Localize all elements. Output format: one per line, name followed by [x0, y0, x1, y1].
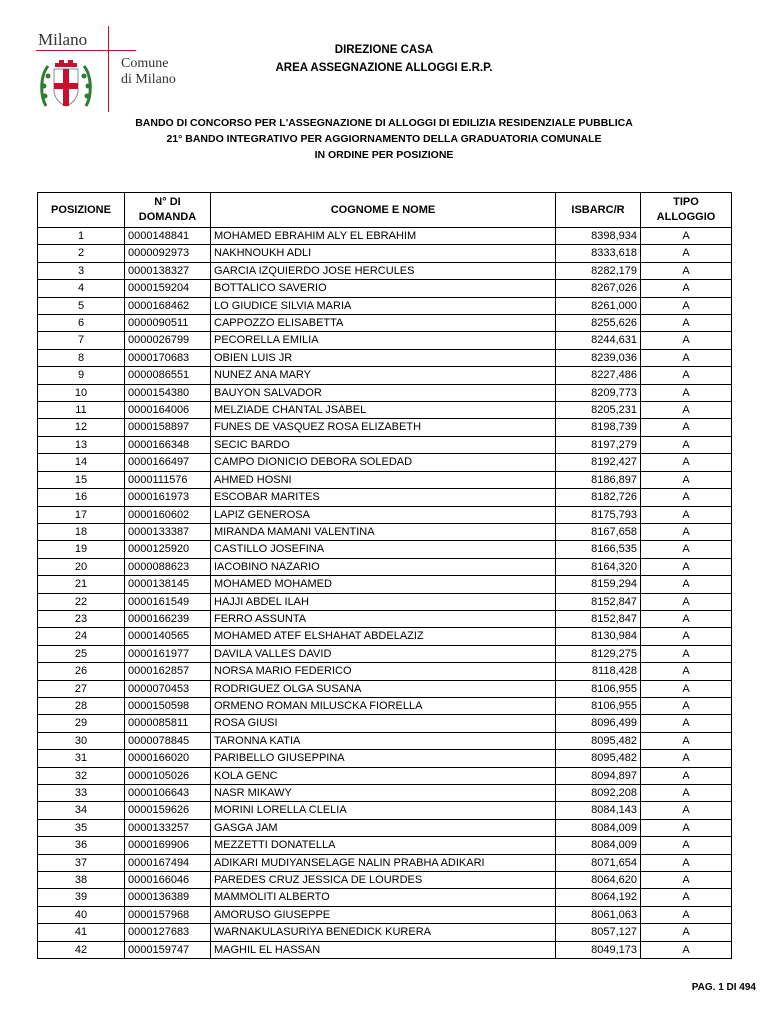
cell-application-number: 0000105026	[125, 767, 211, 784]
cell-position: 17	[38, 506, 125, 523]
cell-position: 36	[38, 837, 125, 854]
table-row	[38, 767, 732, 784]
cell-application-number: 0000157968	[125, 906, 211, 923]
cell-position: 2	[38, 245, 125, 262]
column-header-isbarc: ISBARC/R	[556, 193, 641, 228]
cell-position: 14	[38, 454, 125, 471]
cell-name: NORSA MARIO FEDERICO	[211, 663, 556, 680]
cell-housing-type: A	[641, 280, 732, 297]
cell-position: 42	[38, 941, 125, 958]
table-row	[38, 837, 732, 854]
cell-name: GASGA JAM	[211, 819, 556, 836]
cell-isbarc: 8106,955	[556, 680, 641, 697]
cell-isbarc: 8164,320	[556, 558, 641, 575]
table-row	[38, 941, 732, 958]
cell-housing-type: A	[641, 576, 732, 593]
cell-application-number: 0000159626	[125, 802, 211, 819]
column-header-housing-type	[641, 193, 732, 228]
table-row	[38, 262, 732, 279]
cell-name: ORMENO ROMAN MILUSCKA FIORELLA	[211, 697, 556, 714]
cell-application-number: 0000133257	[125, 819, 211, 836]
cell-name: MOHAMED MOHAMED	[211, 576, 556, 593]
table-row	[38, 610, 732, 627]
cell-housing-type: A	[641, 767, 732, 784]
cell-name: OBIEN LUIS JR	[211, 349, 556, 366]
cell-position: 30	[38, 732, 125, 749]
table-header-row	[38, 193, 732, 228]
ranking-table	[37, 192, 732, 959]
cell-housing-type: A	[641, 436, 732, 453]
cell-housing-type: A	[641, 610, 732, 627]
cell-housing-type: A	[641, 349, 732, 366]
cell-housing-type: A	[641, 558, 732, 575]
cell-name: CASTILLO JOSEFINA	[211, 541, 556, 558]
cell-position: 28	[38, 697, 125, 714]
cell-isbarc: 8239,036	[556, 349, 641, 366]
cell-application-number: 0000154380	[125, 384, 211, 401]
cell-position: 38	[38, 872, 125, 889]
cell-position: 7	[38, 332, 125, 349]
table-row	[38, 576, 732, 593]
cell-name: FUNES DE VASQUEZ ROSA ELIZABETH	[211, 419, 556, 436]
cell-housing-type: A	[641, 228, 732, 245]
cell-isbarc: 8095,482	[556, 732, 641, 749]
table-row	[38, 872, 732, 889]
sort-order-label: IN ORDINE PER POSIZIONE	[314, 149, 454, 161]
cell-isbarc: 8267,026	[556, 280, 641, 297]
cell-name: MELZIADE CHANTAL JSABEL	[211, 402, 556, 419]
cell-name: LO GIUDICE SILVIA MARIA	[211, 297, 556, 314]
column-header-housing-type-line1: TIPO	[673, 196, 699, 208]
cell-name: GARCIA IZQUIERDO JOSE HERCULES	[211, 262, 556, 279]
cell-isbarc: 8282,179	[556, 262, 641, 279]
cell-name: ADIKARI MUDIYANSELAGE NALIN PRABHA ADIKARI	[211, 854, 556, 871]
cell-housing-type: A	[641, 924, 732, 941]
cell-housing-type: A	[641, 872, 732, 889]
cell-name: CAPPOZZO ELISABETTA	[211, 315, 556, 332]
cell-name: KOLA GENC	[211, 767, 556, 784]
cell-housing-type: A	[641, 471, 732, 488]
office-title: DIREZIONE CASA	[334, 44, 434, 56]
table-row	[38, 384, 732, 401]
cell-application-number: 0000026799	[125, 332, 211, 349]
cell-application-number: 0000162857	[125, 663, 211, 680]
column-header-application-number	[125, 193, 211, 228]
cell-position: 40	[38, 906, 125, 923]
cell-housing-type: A	[641, 297, 732, 314]
cell-application-number: 0000150598	[125, 697, 211, 714]
cell-isbarc: 8166,535	[556, 541, 641, 558]
cell-isbarc: 8129,275	[556, 645, 641, 662]
column-header-name: COGNOME E NOME	[211, 193, 556, 228]
cell-housing-type: A	[641, 384, 732, 401]
cell-isbarc: 8106,955	[556, 697, 641, 714]
cell-housing-type: A	[641, 523, 732, 540]
cell-application-number: 0000158897	[125, 419, 211, 436]
cell-application-number: 0000133387	[125, 523, 211, 540]
cell-housing-type: A	[641, 367, 732, 384]
table-row	[38, 523, 732, 540]
cell-position: 32	[38, 767, 125, 784]
cell-position: 5	[38, 297, 125, 314]
table-row	[38, 332, 732, 349]
cell-housing-type: A	[641, 906, 732, 923]
cell-position: 18	[38, 523, 125, 540]
table-row	[38, 715, 732, 732]
cell-position: 22	[38, 593, 125, 610]
cell-name: IACOBINO NAZARIO	[211, 558, 556, 575]
table-row	[38, 785, 732, 802]
cell-position: 13	[38, 436, 125, 453]
cell-application-number: 0000125920	[125, 541, 211, 558]
cell-housing-type: A	[641, 489, 732, 506]
cell-housing-type: A	[641, 506, 732, 523]
ranking-table-body	[38, 228, 732, 959]
cell-isbarc: 8118,428	[556, 663, 641, 680]
cell-position: 39	[38, 889, 125, 906]
cell-application-number: 0000168462	[125, 297, 211, 314]
table-row	[38, 645, 732, 662]
cell-name: MIRANDA MAMANI VALENTINA	[211, 523, 556, 540]
cell-position: 37	[38, 854, 125, 871]
cell-housing-type: A	[641, 402, 732, 419]
cell-name: WARNAKULASURIYA BENEDICK KURERA	[211, 924, 556, 941]
table-row	[38, 506, 732, 523]
cell-name: DAVILA VALLES DAVID	[211, 645, 556, 662]
table-row	[38, 697, 732, 714]
cell-name: MORINI LORELLA CLELIA	[211, 802, 556, 819]
cell-application-number: 0000167494	[125, 854, 211, 871]
column-header-application-number-line1: N° DI	[154, 196, 181, 208]
cell-position: 20	[38, 558, 125, 575]
cell-name: MAMMOLITI ALBERTO	[211, 889, 556, 906]
cell-position: 41	[38, 924, 125, 941]
cell-application-number: 0000140565	[125, 628, 211, 645]
cell-isbarc: 8152,847	[556, 593, 641, 610]
cell-application-number: 0000161973	[125, 489, 211, 506]
cell-position: 10	[38, 384, 125, 401]
cell-position: 29	[38, 715, 125, 732]
cell-isbarc: 8167,658	[556, 523, 641, 540]
cell-isbarc: 8092,208	[556, 785, 641, 802]
table-row	[38, 854, 732, 871]
cell-position: 26	[38, 663, 125, 680]
cell-isbarc: 8084,009	[556, 837, 641, 854]
cell-housing-type: A	[641, 715, 732, 732]
cell-position: 6	[38, 315, 125, 332]
cell-name: SECIC BARDO	[211, 436, 556, 453]
cell-isbarc: 8255,626	[556, 315, 641, 332]
cell-isbarc: 8094,897	[556, 767, 641, 784]
table-row	[38, 228, 732, 245]
cell-application-number: 0000127683	[125, 924, 211, 941]
cell-position: 34	[38, 802, 125, 819]
cell-application-number: 0000166046	[125, 872, 211, 889]
cell-position: 9	[38, 367, 125, 384]
table-row	[38, 489, 732, 506]
column-header-application-number-line2: DOMANDA	[138, 211, 197, 223]
cell-isbarc: 8227,486	[556, 367, 641, 384]
cell-name: NASR MIKAWY	[211, 785, 556, 802]
table-row	[38, 315, 732, 332]
cell-housing-type: A	[641, 697, 732, 714]
cell-name: PAREDES CRUZ JESSICA DE LOURDES	[211, 872, 556, 889]
cell-isbarc: 8192,427	[556, 454, 641, 471]
cell-application-number: 0000170683	[125, 349, 211, 366]
column-header-position: POSIZIONE	[38, 193, 125, 228]
cell-application-number: 0000138327	[125, 262, 211, 279]
cell-name: BOTTALICO SAVERIO	[211, 280, 556, 297]
cell-isbarc: 8175,793	[556, 506, 641, 523]
table-row	[38, 593, 732, 610]
cell-application-number: 0000166239	[125, 610, 211, 627]
cell-name: PECORELLA EMILIA	[211, 332, 556, 349]
cell-housing-type: A	[641, 593, 732, 610]
cell-application-number: 0000148841	[125, 228, 211, 245]
cell-position: 1	[38, 228, 125, 245]
cell-isbarc: 8096,499	[556, 715, 641, 732]
cell-position: 19	[38, 541, 125, 558]
cell-isbarc: 8064,620	[556, 872, 641, 889]
cell-position: 8	[38, 349, 125, 366]
cell-position: 24	[38, 628, 125, 645]
cell-position: 15	[38, 471, 125, 488]
cell-name: MAGHIL EL HASSAN	[211, 941, 556, 958]
table-row	[38, 680, 732, 697]
cell-application-number: 0000086551	[125, 367, 211, 384]
notice-title: BANDO DI CONCORSO PER L'ASSEGNAZIONE DI ALLOGGI DI EDILIZIA RESIDENZIALE PUBBLICA	[135, 117, 633, 129]
cell-name: ESCOBAR MARITES	[211, 489, 556, 506]
cell-isbarc: 8071,654	[556, 854, 641, 871]
table-row	[38, 367, 732, 384]
cell-application-number: 0000166497	[125, 454, 211, 471]
cell-housing-type: A	[641, 889, 732, 906]
cell-position: 4	[38, 280, 125, 297]
cell-isbarc: 8182,726	[556, 489, 641, 506]
cell-housing-type: A	[641, 645, 732, 662]
cell-application-number: 0000090511	[125, 315, 211, 332]
cell-application-number: 0000092973	[125, 245, 211, 262]
logo-city-name: Milano	[38, 30, 88, 49]
cell-isbarc: 8186,897	[556, 471, 641, 488]
cell-application-number: 0000085811	[125, 715, 211, 732]
cell-isbarc: 8057,127	[556, 924, 641, 941]
cell-isbarc: 8159,294	[556, 576, 641, 593]
cell-name: PARIBELLO GIUSEPPINA	[211, 750, 556, 767]
cell-name: AMORUSO GIUSEPPE	[211, 906, 556, 923]
cell-housing-type: A	[641, 332, 732, 349]
cell-name: LAPIZ GENEROSA	[211, 506, 556, 523]
notice-subtitle: 21° BANDO INTEGRATIVO PER AGGIORNAMENTO DELLA GRADUATORIA COMUNALE	[166, 133, 602, 145]
cell-isbarc: 8198,739	[556, 419, 641, 436]
cell-isbarc: 8064,192	[556, 889, 641, 906]
cell-position: 27	[38, 680, 125, 697]
cell-name: MEZZETTI DONATELLA	[211, 837, 556, 854]
cell-housing-type: A	[641, 941, 732, 958]
cell-housing-type: A	[641, 819, 732, 836]
cell-isbarc: 8152,847	[556, 610, 641, 627]
cell-application-number: 0000070453	[125, 680, 211, 697]
table-row	[38, 628, 732, 645]
cell-isbarc: 8049,173	[556, 941, 641, 958]
cell-isbarc: 8261,000	[556, 297, 641, 314]
cell-name: TARONNA KATIA	[211, 732, 556, 749]
table-row	[38, 906, 732, 923]
cell-application-number: 0000136389	[125, 889, 211, 906]
page-counter: PAG. 1 DI 494	[691, 982, 756, 993]
cell-isbarc: 8197,279	[556, 436, 641, 453]
cell-application-number: 0000106643	[125, 785, 211, 802]
cell-application-number: 0000111576	[125, 471, 211, 488]
cell-housing-type: A	[641, 245, 732, 262]
cell-isbarc: 8061,063	[556, 906, 641, 923]
cell-name: ROSA GIUSI	[211, 715, 556, 732]
cell-application-number: 0000088623	[125, 558, 211, 575]
table-row	[38, 280, 732, 297]
table-row	[38, 419, 732, 436]
cell-isbarc: 8333,618	[556, 245, 641, 262]
cell-application-number: 0000078845	[125, 732, 211, 749]
cell-position: 31	[38, 750, 125, 767]
table-row	[38, 819, 732, 836]
cell-housing-type: A	[641, 628, 732, 645]
cell-application-number: 0000166348	[125, 436, 211, 453]
cell-isbarc: 8095,482	[556, 750, 641, 767]
cell-isbarc: 8084,009	[556, 819, 641, 836]
cell-position: 23	[38, 610, 125, 627]
cell-application-number: 0000164006	[125, 402, 211, 419]
cell-isbarc: 8209,773	[556, 384, 641, 401]
cell-position: 12	[38, 419, 125, 436]
cell-application-number: 0000166020	[125, 750, 211, 767]
table-row	[38, 541, 732, 558]
cell-name: FERRO ASSUNTA	[211, 610, 556, 627]
cell-housing-type: A	[641, 541, 732, 558]
cell-isbarc: 8130,984	[556, 628, 641, 645]
cell-isbarc: 8205,231	[556, 402, 641, 419]
column-header-housing-type-line2: ALLOGGIO	[656, 211, 716, 223]
cell-position: 21	[38, 576, 125, 593]
cell-isbarc: 8398,934	[556, 228, 641, 245]
cell-application-number: 0000138145	[125, 576, 211, 593]
cell-position: 25	[38, 645, 125, 662]
cell-application-number: 0000160602	[125, 506, 211, 523]
cell-name: MOHAMED ATEF ELSHAHAT ABDELAZIZ	[211, 628, 556, 645]
cell-housing-type: A	[641, 732, 732, 749]
cell-housing-type: A	[641, 663, 732, 680]
cell-name: AHMED HOSNI	[211, 471, 556, 488]
cell-position: 3	[38, 262, 125, 279]
table-row	[38, 889, 732, 906]
cell-housing-type: A	[641, 680, 732, 697]
cell-housing-type: A	[641, 750, 732, 767]
cell-isbarc: 8084,143	[556, 802, 641, 819]
cell-housing-type: A	[641, 854, 732, 871]
cell-name: BAUYON SALVADOR	[211, 384, 556, 401]
table-row	[38, 349, 732, 366]
cell-application-number: 0000159747	[125, 941, 211, 958]
cell-position: 35	[38, 819, 125, 836]
table-row	[38, 802, 732, 819]
cell-housing-type: A	[641, 837, 732, 854]
cell-position: 16	[38, 489, 125, 506]
cell-application-number: 0000159204	[125, 280, 211, 297]
cell-application-number: 0000161549	[125, 593, 211, 610]
cell-position: 33	[38, 785, 125, 802]
cell-name: NAKHNOUKH ADLI	[211, 245, 556, 262]
table-row	[38, 402, 732, 419]
cell-name: RODRIGUEZ OLGA SUSANA	[211, 680, 556, 697]
cell-application-number: 0000169906	[125, 837, 211, 854]
table-row	[38, 297, 732, 314]
cell-housing-type: A	[641, 454, 732, 471]
table-row	[38, 245, 732, 262]
table-row	[38, 663, 732, 680]
table-row	[38, 924, 732, 941]
table-row	[38, 471, 732, 488]
cell-name: CAMPO DIONICIO DEBORA SOLEDAD	[211, 454, 556, 471]
area-title: AREA ASSEGNAZIONE ALLOGGI E.R.P.	[275, 62, 493, 74]
cell-housing-type: A	[641, 419, 732, 436]
logo-comune-line1: Comune	[121, 56, 169, 71]
table-row	[38, 454, 732, 471]
table-row	[38, 436, 732, 453]
cell-housing-type: A	[641, 785, 732, 802]
cell-name: MOHAMED EBRAHIM ALY EL EBRAHIM	[211, 228, 556, 245]
cell-name: NUNEZ ANA MARY	[211, 367, 556, 384]
cell-housing-type: A	[641, 315, 732, 332]
cell-isbarc: 8244,631	[556, 332, 641, 349]
cell-housing-type: A	[641, 802, 732, 819]
table-row	[38, 732, 732, 749]
cell-application-number: 0000161977	[125, 645, 211, 662]
cell-name: HAJJI ABDEL ILAH	[211, 593, 556, 610]
table-row	[38, 750, 732, 767]
cell-housing-type: A	[641, 262, 732, 279]
logo-comune-line2: di Milano	[121, 72, 176, 87]
table-row	[38, 558, 732, 575]
cell-position: 11	[38, 402, 125, 419]
